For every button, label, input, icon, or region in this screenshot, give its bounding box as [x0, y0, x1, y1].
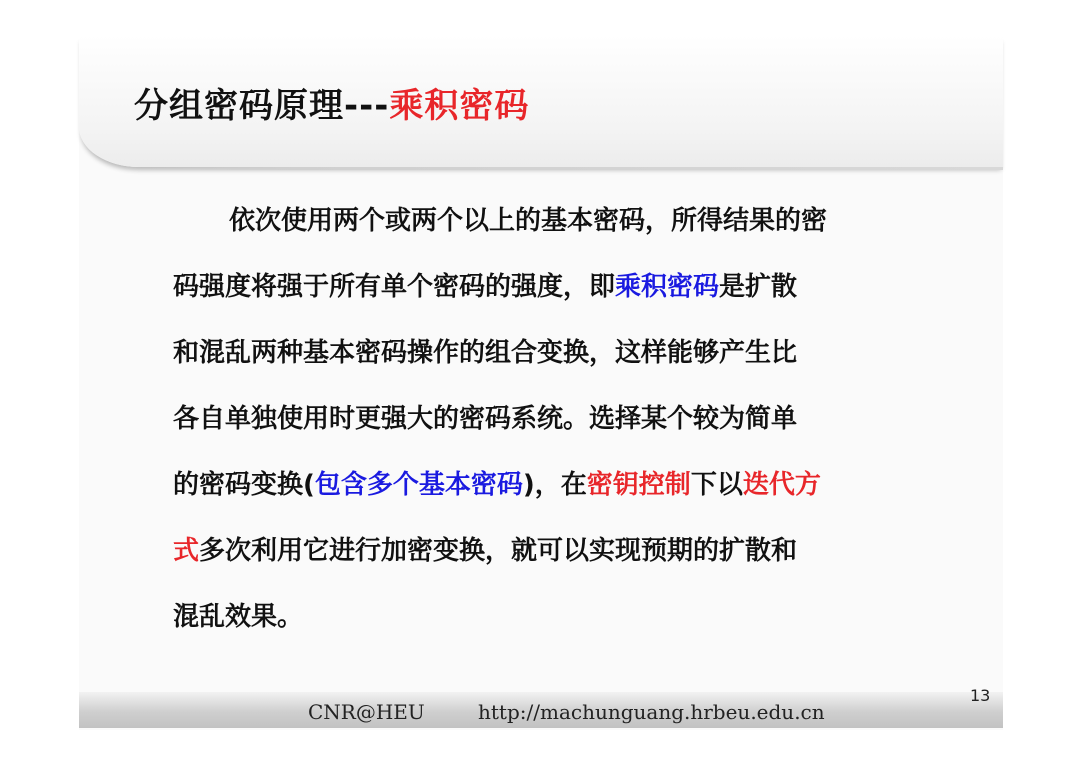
- body-line-5-mid: )，在: [522, 470, 587, 500]
- title-highlight: 乘积密码: [389, 86, 530, 126]
- body-line-5: [173, 452, 953, 518]
- slide-title: [134, 78, 529, 127]
- body-line-2-text: 码强度将强于所有单个密码的强度，即: [173, 272, 616, 302]
- body-line-7: 混乱效果。: [173, 602, 304, 632]
- term-iterative-2: 式: [173, 536, 200, 566]
- body-line-3: 和混乱两种基本密码操作的组合变换，这样能够产生比: [173, 338, 798, 368]
- term-product-cipher: 乘积密码: [615, 272, 720, 302]
- footer-org: CNR@HEU: [308, 700, 425, 724]
- title-main: 分组密码原理---: [134, 86, 390, 126]
- term-iterative-1: 迭代方: [742, 470, 821, 500]
- body-line-1: 依次使用两个或两个以上的基本密码，所得结果的密: [229, 206, 828, 236]
- body-line-2: [173, 254, 953, 320]
- body-line-4: 各自单独使用时更强大的密码系统。选择某个较为简单: [173, 404, 798, 434]
- body-line-6-text: 多次利用它进行加密变换，就可以实现预期的扩散和: [199, 536, 798, 566]
- body-line-5-mid2: 下以: [690, 470, 743, 500]
- term-key-control: 密钥控制: [586, 470, 691, 500]
- body-line-2-tail: 是扩散: [719, 272, 798, 302]
- body-paragraph: [173, 188, 953, 650]
- body-line-5-text: 的密码变换(: [173, 470, 315, 500]
- body-line-6: [173, 518, 953, 584]
- slide: [79, 35, 1003, 730]
- page-number: 13: [970, 686, 991, 705]
- term-multiple-basic-ciphers: 包含多个基本密码: [314, 470, 523, 500]
- footer-url: http://machunguang.hrbeu.edu.cn: [478, 700, 825, 724]
